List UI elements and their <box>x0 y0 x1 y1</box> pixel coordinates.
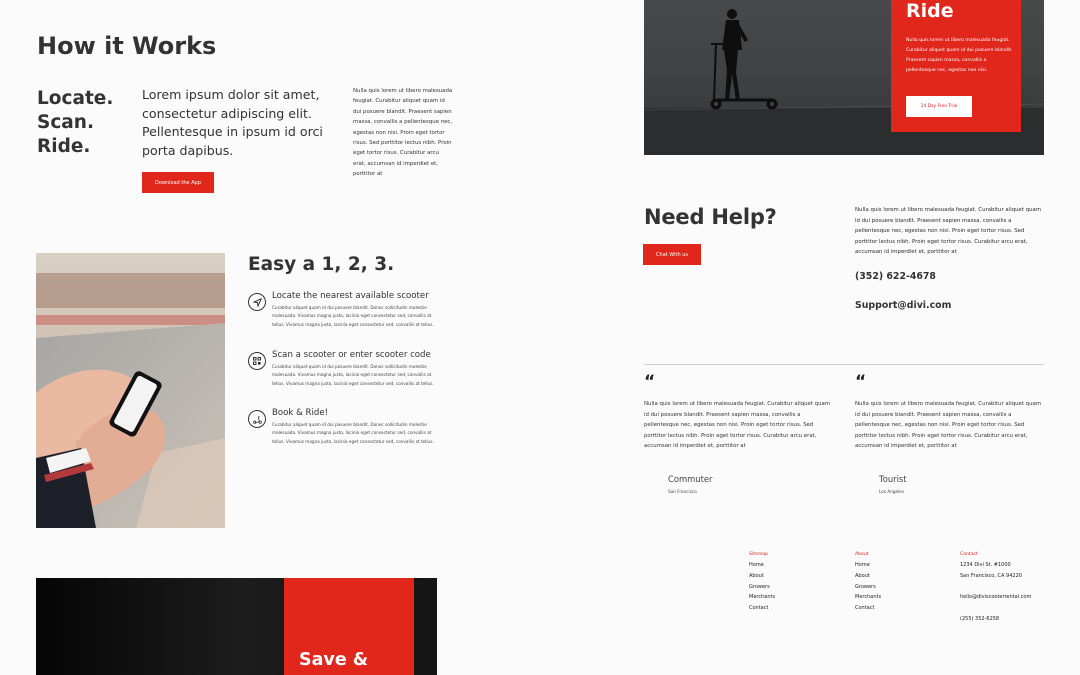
how-lead-text: Lorem ipsum dolor sit amet, consectetur adipiscing elit. Pellentesque in ipsum id orci porta dapibus. <box>142 87 323 158</box>
footer-link-contact[interactable]: Contact <box>855 605 875 612</box>
step-title: Locate the nearest available scooter <box>272 291 429 301</box>
testimonial-text: Nulla quis lorem ut libero malesuada feugiat. Curabitur aliquet quam id dui posuere blandit. Praesent sapien massa, convallis a pellentesque nec, egestas non nisi. Proin eget tortor risus. Sed porttitor lectus nibh. Proin eget tortor risus. Curabitur arcu erat, accumsan id imperdiet et, porttitor at <box>855 401 1042 449</box>
scan-line: Scan. <box>37 112 94 133</box>
footer-heading: Sitemap <box>749 552 769 557</box>
footer-link-about[interactable]: About <box>855 572 870 579</box>
footer-link-growers[interactable]: Growers <box>749 583 770 590</box>
support-phone-link[interactable]: (352) 622-4678 <box>855 271 936 282</box>
scooter-icon <box>248 410 266 428</box>
chat-with-us-button[interactable]: Chat With us <box>643 244 701 265</box>
navigation-arrow-icon <box>248 293 266 311</box>
ride-hero-title: Ride <box>906 0 954 22</box>
footer-link-merchants[interactable]: Merchants <box>749 594 776 601</box>
how-side-paragraph: Nulla quis lorem ut libero malesuada feugiat. Curabitur aliquet quam id dui posuere blandit. Praesent sapien massa, convallis a pellentesque nec, egestas non nisi. Proin eget tortor risus. Sed porttitor lectus nibh. Proin eget tortor risus. Curabitur arcu erat, accumsan id imperdiet et, porttitor at <box>353 88 453 178</box>
testimonial-name: Tourist <box>879 474 907 484</box>
testimonial-name: Commuter <box>668 474 713 484</box>
footer-about-column <box>855 550 955 614</box>
footer-email-link[interactable]: hello@diviscooterrental.com <box>960 594 1032 601</box>
locate-line: Locate. <box>37 88 114 109</box>
save-banner-title: Save & <box>299 650 369 670</box>
footer-heading: Contact <box>960 552 978 557</box>
step-title: Scan a scooter or enter scooter code <box>272 350 431 360</box>
step-title: Book & Ride! <box>272 408 329 418</box>
quote-mark-icon: “ <box>644 372 656 392</box>
step-text: Curabitur aliquet quam id dui posuere blandit. Donec sollicitudin molestie malesuada. Vivamus magna justo, lacinia eget consectetur sed, convallis at tellus. Vivamus magna justo, lacinia eget consectetur sed, convallis at tellus. <box>272 422 434 444</box>
footer-contact-column <box>960 550 1070 625</box>
testimonial-text: Nulla quis lorem ut libero malesuada feugiat. Curabitur aliquet quam id dui posuere blandit. Praesent sapien massa, convallis a pellentesque nec, egestas non nisi. Proin eget tortor risus. Sed porttitor lectus nibh. Proin eget tortor risus. Curabitur arcu erat, accumsan id imperdiet et, porttitor at <box>644 401 831 449</box>
footer-sitemap-column <box>749 550 849 614</box>
step-text: Curabitur aliquet quam id dui posuere blandit. Donec sollicitudin molestie malesuada. Vivamus magna justo, lacinia eget consectetur sed, convallis at tellus. Vivamus magna justo, lacinia eget consectetur sed, convallis at tellus. <box>272 305 434 327</box>
footer-link-merchants[interactable]: Merchants <box>855 594 882 601</box>
testimonial-city: Los Angeles <box>879 489 905 494</box>
step-text: Curabitur aliquet quam id dui posuere blandit. Donec sollicitudin molestie malesuada. Vivamus magna justo, lacinia eget consectetur sed, convallis at tellus. Vivamus magna justo, lacinia eget consectetur sed, convallis at tellus. <box>272 364 434 386</box>
need-help-title: Need Help? <box>644 205 777 229</box>
download-app-button[interactable]: Download the App <box>142 172 214 193</box>
how-it-works-title: How it Works <box>37 32 217 60</box>
footer-link-contact[interactable]: Contact <box>749 605 769 612</box>
easy-steps-title: Easy a 1, 2, 3. <box>248 254 395 275</box>
hand-phone-illustration <box>36 253 225 528</box>
free-trial-button[interactable]: 14 Day Free Trial <box>906 96 972 117</box>
footer-link-home[interactable]: Home <box>749 562 764 568</box>
help-paragraph: Nulla quis lorem ut libero malesuada feugiat. Curabitur aliquet quam id dui posuere blandit. Praesent sapien massa, convallis a pellentesque nec, egestas non nisi. Proin eget tortor risus. Sed porttitor lectus nibh. Proin eget tortor risus. Curabitur arcu erat, accumsan id imperdiet et, porttitor at <box>855 207 1042 255</box>
locate-scan-ride-heading <box>37 87 113 159</box>
footer-link-growers[interactable]: Growers <box>855 583 876 590</box>
footer-address-line: San Francisco, CA 94220 <box>960 572 1022 579</box>
ride-line: Ride. <box>37 136 91 157</box>
section-divider <box>644 364 1044 365</box>
footer-link-about[interactable]: About <box>749 572 764 579</box>
qr-code-icon <box>248 352 266 370</box>
footer-phone-link[interactable]: (255) 352-6258 <box>960 615 1000 622</box>
footer-heading: About <box>855 552 869 557</box>
footer-address-line: 1234 Divi St. #1000 <box>960 562 1011 568</box>
ride-hero-text: Nulla quis lorem ut libero malesuada feugiat. Curabitur aliquet quam id dui posuere blandit. Praesent sapien massa, convallis a pellentesque nec, egestas non nisi. <box>906 38 1013 73</box>
hand-phone-photo <box>36 253 225 528</box>
testimonial-city: San Francisco <box>668 489 697 494</box>
support-email-link[interactable]: Support@divi.com <box>855 300 952 311</box>
quote-mark-icon: “ <box>855 372 867 392</box>
footer-link-home[interactable]: Home <box>855 562 870 568</box>
